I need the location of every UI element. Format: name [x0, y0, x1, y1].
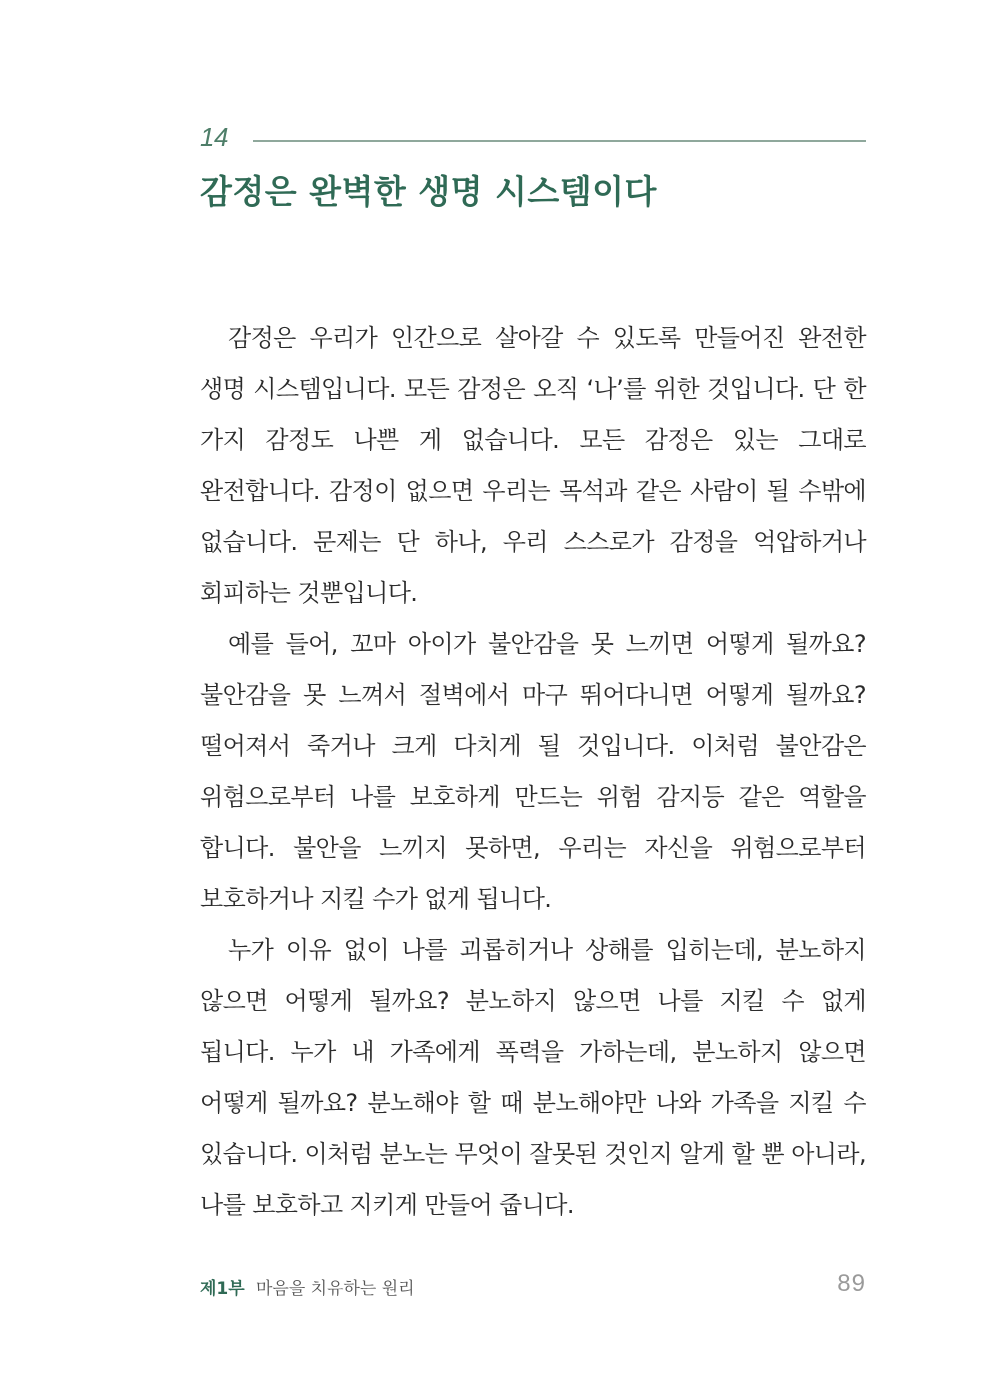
- chapter-number: 14: [200, 122, 228, 152]
- chapter-header: [200, 118, 866, 162]
- paragraph-2: 예를 들어, 꼬마 아이가 불안감을 못 느끼면 어떻게 될까요? 불안감을 못 느껴서 절벽에서 마구 뛰어다니면 어떻게 될까요? 떨어져서 죽거나 크게 다치게 될 것입니다. 이처럼 불안감은 위험으로부터 나를 보호하게 만드는 위험 감지등 같은 역할을 합니다. 불안을 느끼지 못하면, 우리는 자신을 위험으로부터 보호하거나 지킬 수가 없게 됩니다.: [200, 630, 866, 913]
- footer-part-label: 제1부: [200, 1279, 245, 1299]
- paragraph-1: 감정은 우리가 인간으로 살아갈 수 있도록 만들어진 완전한 생명 시스템입니다. 모든 감정은 오직 ‘나’를 위한 것입니다. 단 한 가지 감정도 나쁜 게 없습니다. 모든 감정은 있는 그대로 완전합니다. 감정이 없으면 우리는 목석과 같은 사람이 될 수밖에 없습니다. 문제는 단 하나, 우리 스스로가 감정을 억압하거나 회피하는 것뿐입니다.: [200, 324, 866, 607]
- chapter-divider-line: [253, 140, 866, 142]
- page-number: 89: [837, 1270, 866, 1297]
- body-text: [200, 313, 866, 1231]
- page-footer: [200, 1268, 866, 1308]
- footer-section-title: 마음을 치유하는 원리: [256, 1279, 415, 1299]
- paragraph-3: 누가 이유 없이 나를 괴롭히거나 상해를 입히는데, 분노하지 않으면 어떻게 될까요? 분노하지 않으면 나를 지킬 수 없게 됩니다. 누가 내 가족에게 폭력을 가하는데, 분노하지 않으면 어떻게 될까요? 분노해야 할 때 분노해야만 나와 가족을 지킬 수 있습니다. 이처럼 분노는 무엇이 잘못된 것인지 알게 할 뿐 아니라, 나를 보호하고 지키게 만들어 줍니다.: [200, 936, 866, 1219]
- chapter-title: 감정은 완벽한 생명 시스템이다: [200, 172, 657, 211]
